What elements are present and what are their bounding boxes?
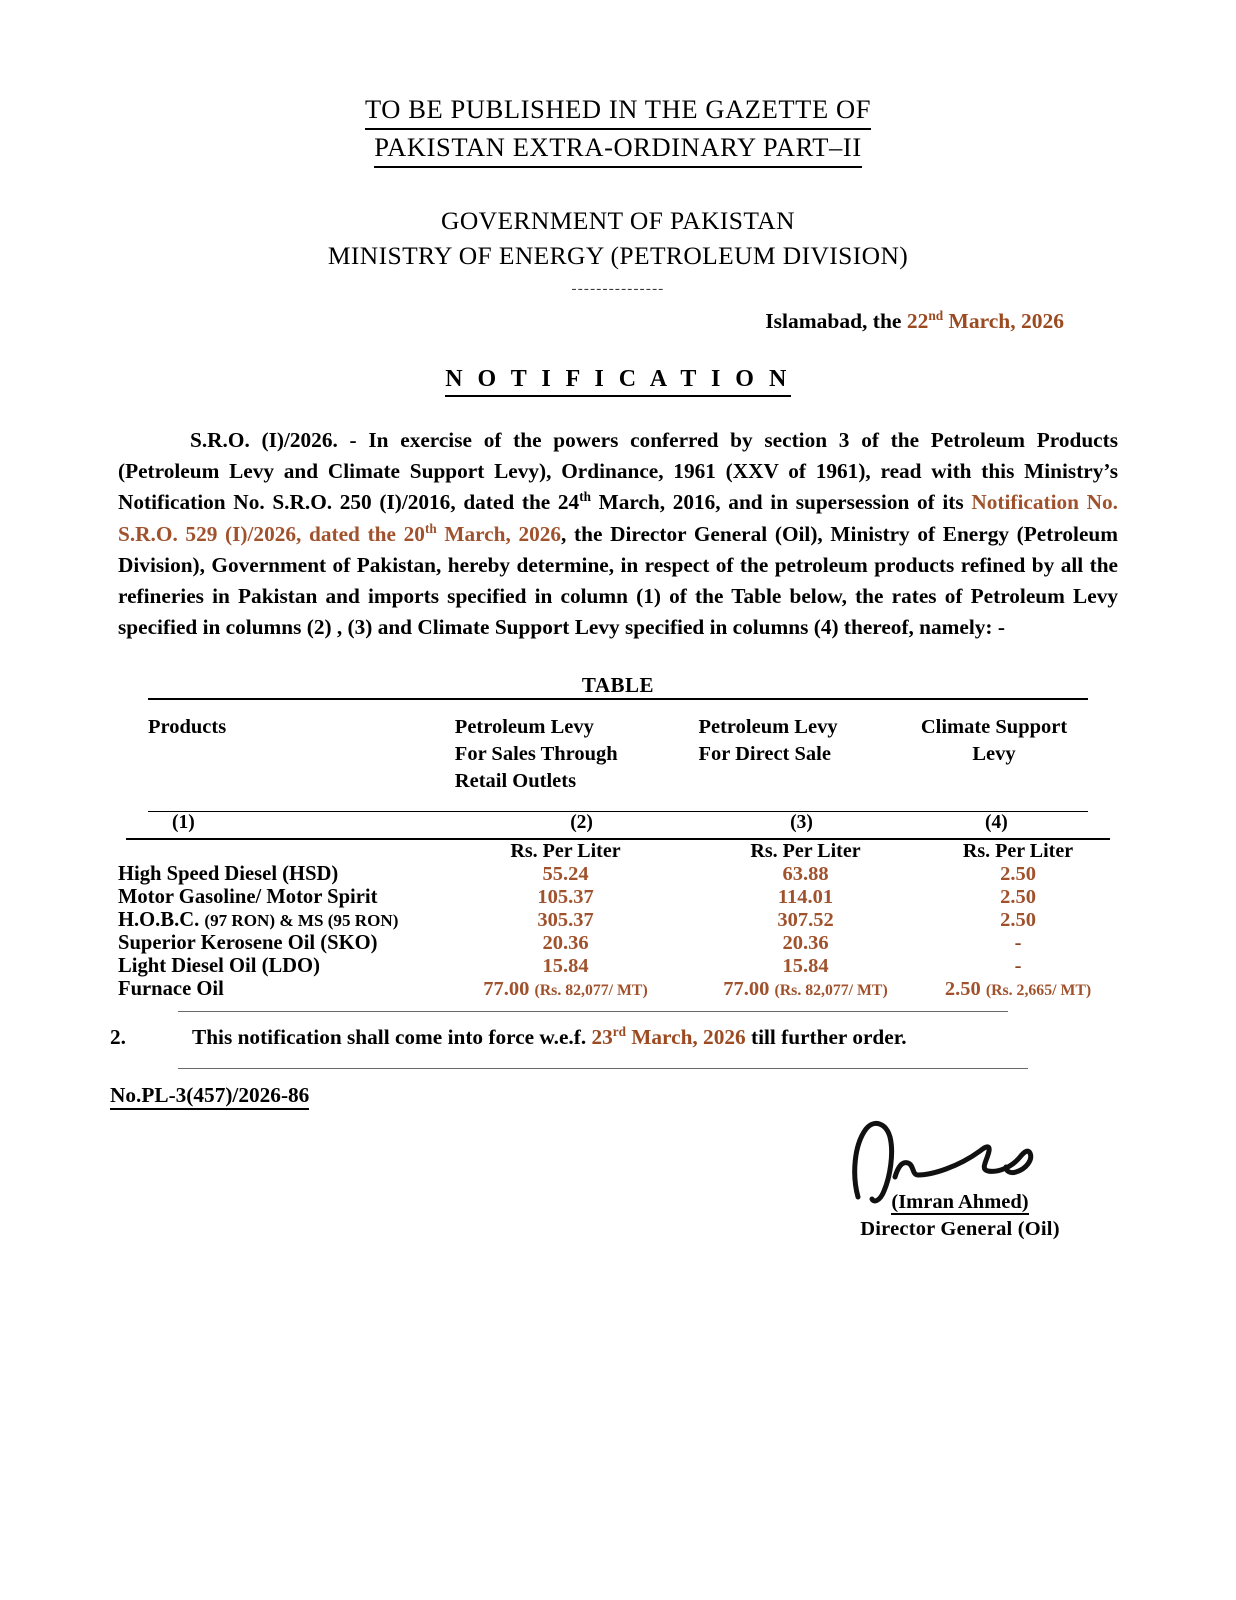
climate-note: (Rs. 2,665/ MT) [985,982,1092,1000]
levy-table-data-grid [118,840,1118,1001]
direct-amount: 114.01 [777,886,834,909]
header-climate-line2: Levy [972,742,1016,765]
retail-amount: 20.36 [542,932,589,955]
notification-title [0,366,1236,397]
ministry-line: MINISTRY OF ENERGY (PETROLEUM DIVISION) [327,240,909,270]
row-climate-value [918,932,1118,955]
climate-amount: - [1014,932,1022,955]
levy-table-data [118,840,1118,1001]
header-cell-climate [900,714,1088,796]
dateline-month-year: March, 2026 [943,309,1064,334]
ordinal-20th: th [424,520,437,536]
direct-amount: 77.00 [723,978,770,1001]
separator-above-clause-2 [178,1011,1008,1012]
clause-2-date-rest: March, 2026 [625,1025,746,1050]
row-direct-value [693,863,918,886]
row-direct-value [693,978,918,1001]
product-label: High Speed Diesel (HSD) [118,863,339,886]
ordinal-24th: th [579,489,591,505]
table-row [118,886,1118,909]
header-cell-direct [688,714,900,796]
direct-amount: 63.88 [782,863,829,886]
unit-retail: Rs. Per Liter [510,840,621,863]
row-direct-value [693,955,918,978]
levy-table-header-grid [148,714,1088,796]
superseded-notification-ref-a: Notification No. S.R.O. 529 (I)/2026, dated the 20 [118,490,1119,546]
direct-amount: 20.36 [782,932,829,955]
row-retail-value [438,909,693,932]
notification-body-paragraph [118,425,1118,642]
retail-amount: 15.84 [542,955,589,978]
row-retail-value [438,863,693,886]
row-product-name [118,955,438,978]
header-retail-line3: Retail Outlets [454,770,577,793]
dateline-day-suffix: nd [928,308,944,324]
levy-table [148,714,1088,796]
gazette-header-line-1 [0,92,1236,130]
climate-amount: - [1014,955,1022,978]
dateline [0,308,1236,334]
column-numbers-grid [148,812,1088,834]
row-climate-value [918,955,1118,978]
retail-amount: 105.37 [537,886,594,909]
dateline-place: Islamabad, the [765,309,907,334]
unit-cell-blank [118,840,438,863]
superseded-notification-ref-b: March, 2026 [436,521,562,546]
sro-clause-part-1: S.R.O. (I)/2026. - In exercise of the powers conferred by section 3 of the Petroleum Products (Petroleum Levy and Climate Support Levy), Ordinance, 1961 (XXV of 1961), read with this Ministry’s Notification No. S.R.O. 250 (I)/2016, dated the 24 [118,428,1118,515]
clause-2-number: 2. [110,1025,126,1050]
row-climate-value [918,909,1118,932]
separator-above-reference [178,1068,1028,1069]
table-header-row [148,714,1088,796]
product-label: H.O.B.C. [118,909,205,932]
retail-amount: 55.24 [542,863,589,886]
header-products-label: Products [148,715,227,738]
climate-amount: 2.50 [1000,909,1036,932]
clause-2-body [192,1024,907,1050]
retail-amount: 77.00 [483,978,530,1001]
notification-title-text: N O T I F I C A T I O N [445,366,791,397]
dashed-separator: --------------- [571,281,665,298]
column-number-4: (4) [984,812,1008,834]
row-climate-value [918,886,1118,909]
clause-2-date-day: 23 [591,1025,613,1050]
header-retail-line1: Petroleum Levy [454,715,594,738]
header-climate-line1: Climate Support [920,715,1068,738]
clause-2-text-b: till further order. [745,1025,907,1050]
signatory-name-text: (Imran Ahmed) [891,1191,1029,1213]
government-header [0,204,1236,298]
direct-amount: 307.52 [777,909,834,932]
retail-note: (Rs. 82,077/ MT) [534,982,648,1000]
gazette-header-line-2 [0,130,1236,168]
product-label: Superior Kerosene Oil (SKO) [118,932,378,955]
sro-clause-part-2: March, 2016, and in supersession of its [590,490,972,515]
row-product-name [118,932,438,955]
government-of-pakistan-line: GOVERNMENT OF PAKISTAN [441,206,795,236]
column-number-1: (1) [172,812,195,834]
gazette-header-line-1-text: TO BE PUBLISHED IN THE GAZETTE OF [365,92,871,130]
sro-clause-part-3: , the Director General (Oil), Ministry of Energy (Petroleum Division), Government of Pakistan, hereby determine, in respect of the petroleum products refined by all the refineries in Pakistan and imports specified in column (1) of the Table below, the rates of Petroleum Levy specified in columns (2) , (3) and Climate Support Levy specified in columns (4) thereof, namely: - [118,521,1118,639]
row-product-name [118,886,438,909]
gazette-header-line-2-text: PAKISTAN EXTRA-ORDINARY PART–II [374,130,862,168]
climate-amount: 2.50 [1000,863,1036,886]
row-climate-value [918,978,1118,1001]
unit-row [118,840,1118,863]
gazette-header [0,0,1236,168]
row-product-name [118,978,438,1001]
row-direct-value [693,909,918,932]
row-climate-value [918,863,1118,886]
levy-table-column-numbers [148,812,1088,834]
reference-number-text: No.PL-3(457)/2026-86 [110,1083,309,1110]
reference-number [110,1083,1236,1108]
header-cell-products [148,714,449,796]
table-caption: TABLE [581,672,655,697]
row-product-name [118,909,438,932]
header-retail-line2: For Sales Through [454,742,618,765]
table-row [118,955,1118,978]
row-direct-value [693,932,918,955]
signature-block [800,1115,1120,1241]
retail-amount: 305.37 [537,909,594,932]
signatory-name [800,1191,1120,1214]
signatory-title: Director General (Oil) [860,1218,1060,1240]
climate-amount: 2.50 [1000,886,1036,909]
column-number-3: (3) [790,812,813,834]
row-retail-value [438,886,693,909]
row-retail-value [438,932,693,955]
row-retail-value [438,978,693,1001]
climate-amount: 2.50 [944,978,981,1001]
clause-2-date-suffix: rd [612,1024,626,1040]
product-label-sub: (97 RON) & MS (95 RON) [204,911,399,931]
table-row [118,909,1118,932]
header-direct-line2: For Direct Sale [698,742,831,765]
clause-2-text-a: This notification shall come into force w.e.f. [192,1025,592,1050]
column-numbers-row [148,812,1088,834]
product-label: Motor Gasoline/ Motor Spirit [118,886,378,909]
unit-climate: Rs. Per Liter [962,840,1074,863]
dateline-day: 22 [906,309,929,334]
table-rule-top [148,698,1088,700]
table-row [118,932,1118,955]
column-number-2: (2) [570,812,593,834]
clause-2 [110,1024,1236,1050]
direct-note: (Rs. 82,077/ MT) [774,982,888,1000]
table-row [118,978,1118,1001]
row-product-name [118,863,438,886]
row-direct-value [693,886,918,909]
product-label: Light Diesel Oil (LDO) [118,955,320,978]
table-row [118,863,1118,886]
unit-direct: Rs. Per Liter [750,840,861,863]
direct-amount: 15.84 [782,955,829,978]
row-retail-value [438,955,693,978]
header-direct-line1: Petroleum Levy [698,715,838,738]
product-label: Furnace Oil [118,978,224,1001]
header-cell-retail [449,714,689,796]
